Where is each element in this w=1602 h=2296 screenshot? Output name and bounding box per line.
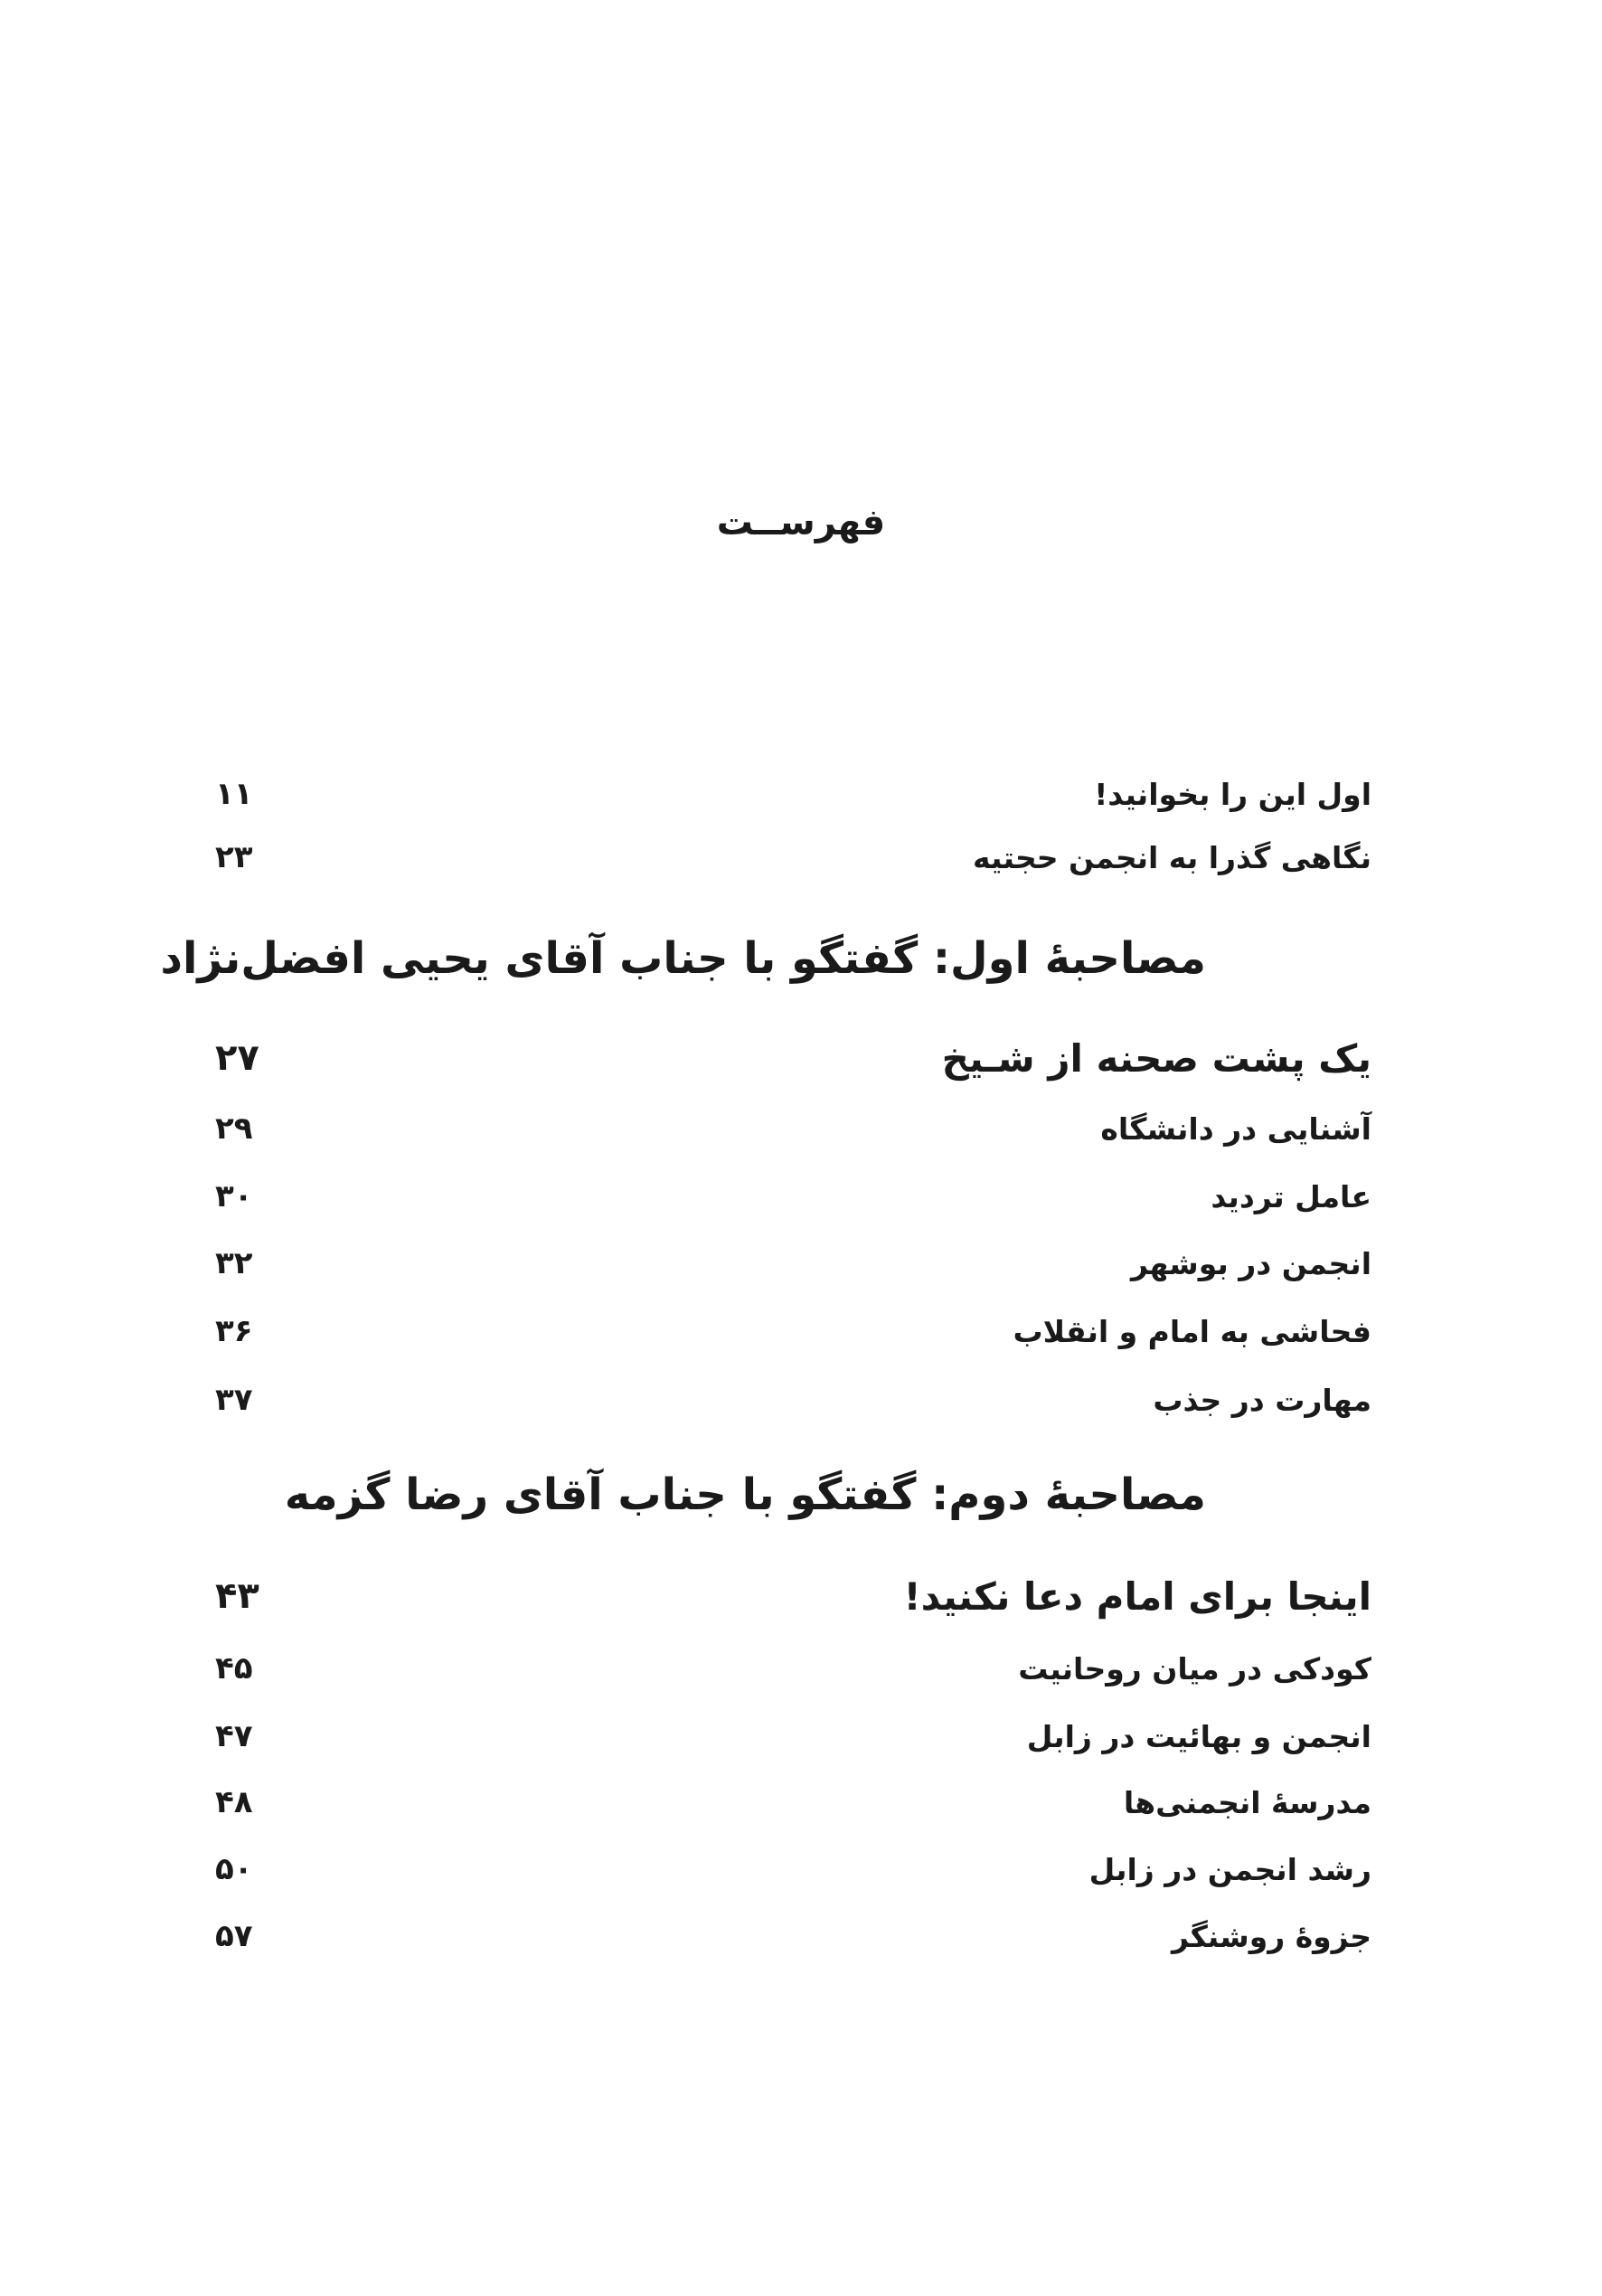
toc-page-number: ۴۷ [215, 1718, 253, 1754]
toc-page-number: ۳۲ [215, 1245, 253, 1281]
toc-entry-label: انجمن در بوشهر [1130, 1245, 1371, 1281]
toc-entry[interactable] [215, 1373, 1371, 1427]
toc-entry[interactable] [215, 1304, 1371, 1358]
toc-entry-label: کودکی در میان روحانیت [1018, 1650, 1371, 1687]
toc-entry[interactable] [215, 1709, 1371, 1763]
toc-page-number: ۲۹ [215, 1110, 253, 1147]
toc-page-number: ۴۵ [215, 1650, 253, 1687]
page-title: فهرســت [716, 502, 886, 543]
toc-chapter-entry[interactable] [215, 1031, 1371, 1085]
toc-entry-label: جزوۀ روشنگر [1172, 1918, 1371, 1954]
toc-entry-label: آشنایی در دانشگاه [1100, 1110, 1371, 1147]
toc-page-number: ۳۶ [215, 1313, 253, 1349]
toc-entry[interactable] [215, 1236, 1371, 1290]
toc-page-number: ۴۸ [215, 1784, 253, 1820]
toc-entry-label: رشد انجمن در زابل [1088, 1851, 1371, 1887]
toc-page-number: ۴۳ [215, 1575, 259, 1617]
toc-page-number: ۲۳ [215, 839, 253, 875]
toc-page-number: ۳۰ [215, 1178, 253, 1214]
toc-entry[interactable] [215, 1101, 1371, 1156]
toc-entry[interactable] [215, 1641, 1371, 1696]
toc-entry[interactable] [215, 1169, 1371, 1224]
toc-entry[interactable] [215, 1842, 1371, 1896]
toc-entry-label: اول این را بخوانید! [1094, 776, 1371, 812]
toc-page-number: ۳۷ [215, 1382, 253, 1418]
toc-entry-label: انجمن و بهائیت در زابل [1026, 1718, 1371, 1754]
toc-entry-label: مهارت در جذب [1153, 1382, 1371, 1418]
toc-entry[interactable] [215, 1775, 1371, 1829]
toc-chapter-label: اینجا برای امام دعا نکنید! [903, 1573, 1371, 1619]
toc-entry[interactable] [215, 1909, 1371, 1963]
section-heading-2: مصاحبۀ دوم: گفتگو با جناب آقای رضا گزمه [284, 1469, 1206, 1520]
toc-page-number: ۱۱ [215, 776, 253, 812]
toc-page-number: ۵۰ [215, 1851, 253, 1887]
toc-chapter-label: یک پشت صحنه از شـیخ [941, 1035, 1371, 1081]
toc-entry[interactable] [215, 830, 1371, 884]
toc-page-number: ۵۷ [215, 1918, 253, 1954]
toc-chapter-entry[interactable] [215, 1569, 1371, 1623]
toc-page-number: ۲۷ [215, 1037, 259, 1079]
toc-entry[interactable] [215, 767, 1371, 821]
toc-entry-label: عامل تردید [1211, 1178, 1371, 1214]
section-heading-1: مصاحبۀ اول: گفتگو با جناب آقای یحیی افضل‌نژاد [160, 933, 1206, 984]
toc-entry-label: نگاهی گذرا به انجمن حجتیه [973, 839, 1371, 875]
toc-entry-label: فحاشی به امام و انقلاب [1013, 1313, 1371, 1349]
toc-entry-label: مدرسۀ انجمنی‌ها [1123, 1784, 1371, 1820]
